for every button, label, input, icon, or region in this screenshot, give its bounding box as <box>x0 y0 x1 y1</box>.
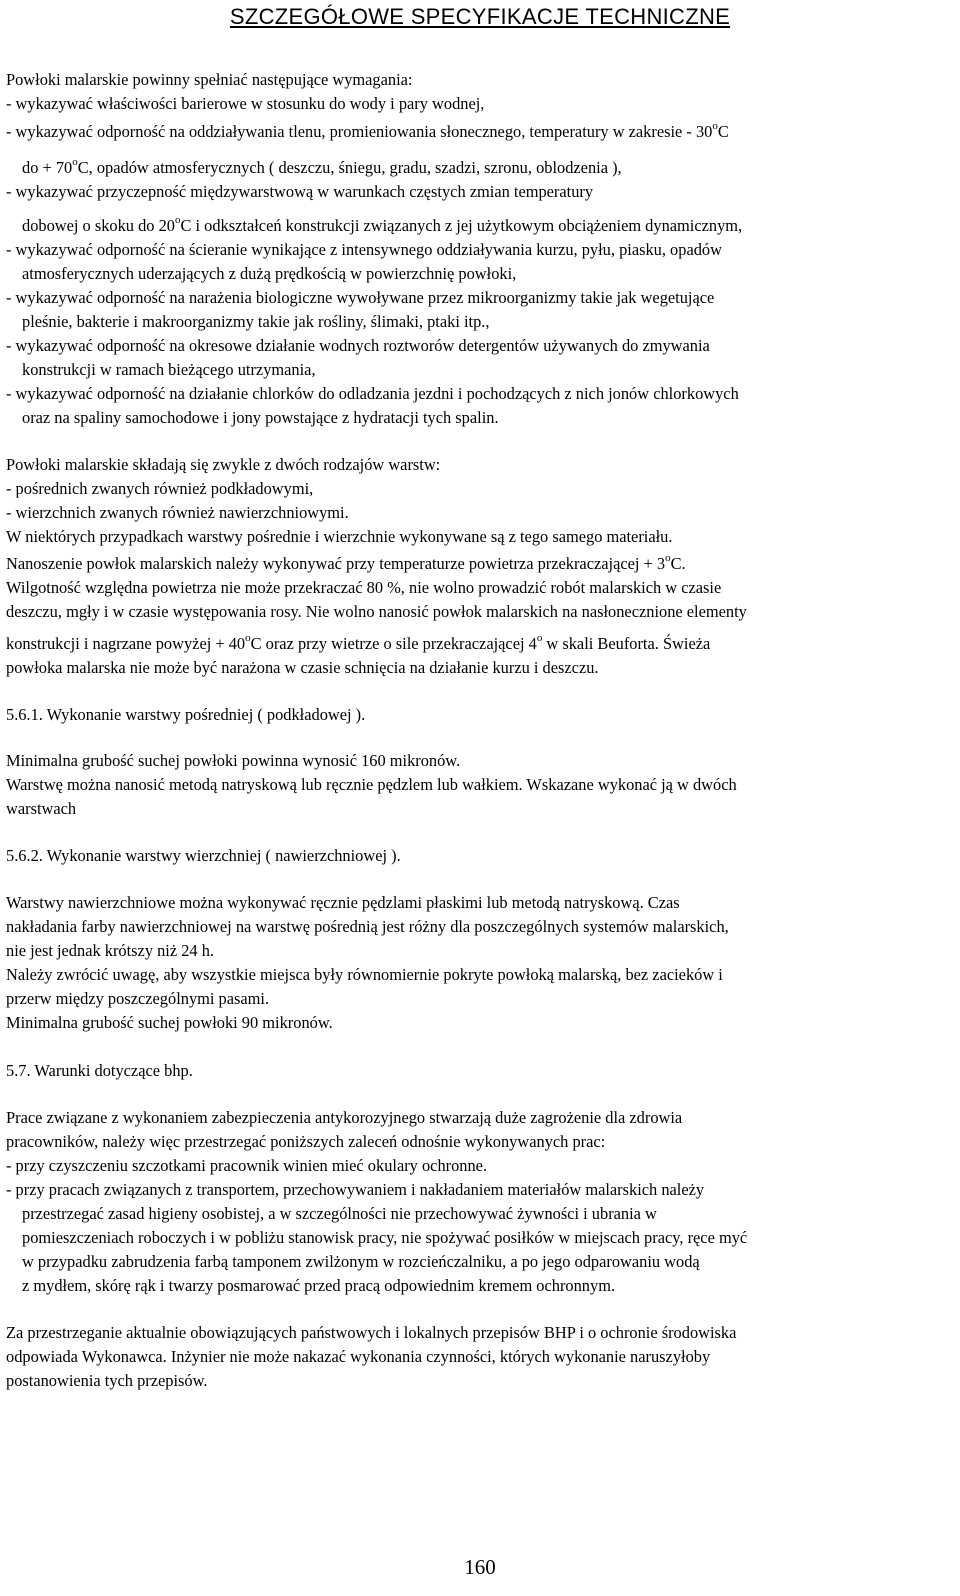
text-line: nie jest jednak krótszy niż 24 h. <box>6 941 215 960</box>
text-line: przestrzegać zasad higieny osobistej, a w szczególności nie przechowywać żywności i ubrania w <box>22 1204 657 1223</box>
text-line: dobowej o skoku do 20$^o$C i odkształceń konstrukcji związanych z jej użytkowym obciążeniem dynamicznym, <box>22 214 743 235</box>
text-line: - wierzchnich zwanych również nawierzchniowymi. <box>6 503 349 522</box>
text-line: odpowiada Wykonawca. Inżynier nie może nakazać wykonania czynności, których wykonanie naruszyłoby <box>6 1347 711 1366</box>
text-line: warstwach <box>6 799 77 818</box>
degree-mark: o <box>712 120 718 132</box>
text-line: deszczu, mgły i w czasie występowania rosy. Nie wolno nanosić powłok malarskich na nasłonecznione elementy <box>6 602 747 621</box>
text-line: Powłoki malarskie składają się zwykle z dwóch rodzajów warstw: <box>6 455 441 474</box>
text-line: Nanoszenie powłok malarskich należy wykonywać przy temperaturze powietrza przekraczającej + $3^oC$. <box>6 552 686 573</box>
text-line: - wykazywać odporność na narażenia biologiczne wywoływane przez mikroorganizmy takie jak wegetujące <box>6 288 715 307</box>
text-line: - przy czyszczeniu szczotkami pracownik winien mieć okulary ochronne. <box>6 1156 488 1175</box>
section-heading: 5.6.1. Wykonanie warstwy pośredniej ( podkładowej ). <box>6 705 366 724</box>
text-line: Warstwę można nanosić metodą natryskową lub ręcznie pędzlem lub wałkiem. Wskazane wykonać ją w dwóch <box>6 775 737 794</box>
text-line: atmosferycznych uderzających z dużą prędkością w powierzchnię powłoki, <box>22 264 517 283</box>
text-line: do + $70^oC$, opadów atmosferycznych ( deszczu, śniegu, gradu, szadzi, szronu, oblodzenia ), <box>22 156 622 177</box>
section-heading: 5.6.2. Wykonanie warstwy wierzchniej ( nawierzchniowej ). <box>6 846 401 865</box>
text-line: w przypadku zabrudzenia farbą tamponem zwilżonym w rozcieńczalniku, a po jego odparowaniu wodą <box>22 1252 700 1271</box>
text-line: oraz na spaliny samochodowe i jony powstające z hydratacji tych spalin. <box>22 408 499 427</box>
text-line: z mydłem, skórę rąk i twarzy posmarować przed pracą odpowiednim kremem ochronnym. <box>22 1276 616 1295</box>
text-line: Minimalna grubość suchej powłoki powinna wynosić 160 mikronów. <box>6 751 461 770</box>
text-line: pomieszczeniach roboczych i w pobliżu stanowisk pracy, nie spożywać posiłków w miejscach pracy, ręce myć <box>22 1228 748 1247</box>
text-line: Powłoki malarskie powinny spełniać następujące wymagania: <box>6 70 413 89</box>
text-line: pracowników, należy więc przestrzegać poniższych zaleceń odnośnie wykonywanych prac: <box>6 1132 606 1151</box>
text-line: postanowienia tych przepisów. <box>6 1371 208 1390</box>
text-line: - wykazywać odporność na oddziaływania tlenu, promieniowania słonecznego, temperatury w zakresie - 30$^o$C <box>6 120 729 141</box>
page-number: 160 <box>464 1555 496 1579</box>
text-line: - pośrednich zwanych również podkładowymi, <box>6 479 314 498</box>
text-line: - wykazywać odporność na okresowe działanie wodnych roztworów detergentów używanych do zmywania <box>6 336 710 355</box>
text-line: Za przestrzeganie aktualnie obowiązujących państwowych i lokalnych przepisów BHP i o ochronie środowiska <box>6 1323 737 1342</box>
text-line: - wykazywać przyczepność międzywarstwową w warunkach częstych zmian temperatury <box>6 182 594 201</box>
degree-mark: o <box>665 552 671 564</box>
degree-mark: o <box>72 156 78 168</box>
text-line: - wykazywać właściwości barierowe w stosunku do wody i pary wodnej, <box>6 94 485 113</box>
text-line: - wykazywać odporność na ścieranie wynikające z intensywnego oddziaływania kurzu, pyłu, piasku, opadów <box>6 240 722 259</box>
page-title: SZCZEGÓŁOWE SPECYFIKACJE TECHNICZNE <box>229 4 731 29</box>
text-line: konstrukcji i nagrzane powyżej + $40^oC$ oraz przy wietrze o sile przekraczającej 4$^o$ w skali Beuforta. Świeża <box>6 632 711 653</box>
text-line: Prace związane z wykonaniem zabezpieczenia antykorozyjnego stwarzają duże zagrożenie dla zdrowia <box>6 1108 683 1127</box>
text-line: pleśnie, bakterie i makroorganizmy takie jak rośliny, ślimaki, ptaki itp., <box>22 312 490 331</box>
text-line: nakładania farby nawierzchniowej na warstwę pośrednią jest różny dla poszczególnych systemów malarskich, <box>6 917 729 936</box>
text-line: Należy zwrócić uwagę, aby wszystkie miejsca były równomiernie pokryte powłoką malarską, bez zacieków i <box>6 965 723 984</box>
degree-mark: o <box>174 214 181 226</box>
text-line: konstrukcji w ramach bieżącego utrzymania, <box>22 360 316 379</box>
text-line: - wykazywać odporność na działanie chlorków do odladzania jezdni i pochodzących z nich jonów chlorkowych <box>6 384 739 403</box>
degree-mark: o <box>536 632 543 644</box>
degree-mark: o <box>245 632 251 644</box>
text-line: W niektórych przypadkach warstwy pośrednie i wierzchnie wykonywane są z tego samego materiału. <box>6 527 673 546</box>
text-line: powłoka malarska nie może być narażona w czasie schnięcia na działanie kurzu i deszczu. <box>6 658 599 677</box>
text-line: Minimalna grubość suchej powłoki 90 mikronów. <box>6 1013 333 1032</box>
text-line: przerw między poszczególnymi pasami. <box>6 989 270 1008</box>
text-line: Warstwy nawierzchniowe można wykonywać ręcznie pędzlami płaskimi lub metodą natryskową. Czas <box>6 893 680 912</box>
text-line: Wilgotność względna powietrza nie może przekraczać 80 %, nie wolno prowadzić robót malarskich w czasie <box>6 578 722 597</box>
text-line: - przy pracach związanych z transportem, przechowywaniem i nakładaniem materiałów malarskich należy <box>6 1180 705 1199</box>
section-heading: 5.7. Warunki dotyczące bhp. <box>6 1061 193 1080</box>
